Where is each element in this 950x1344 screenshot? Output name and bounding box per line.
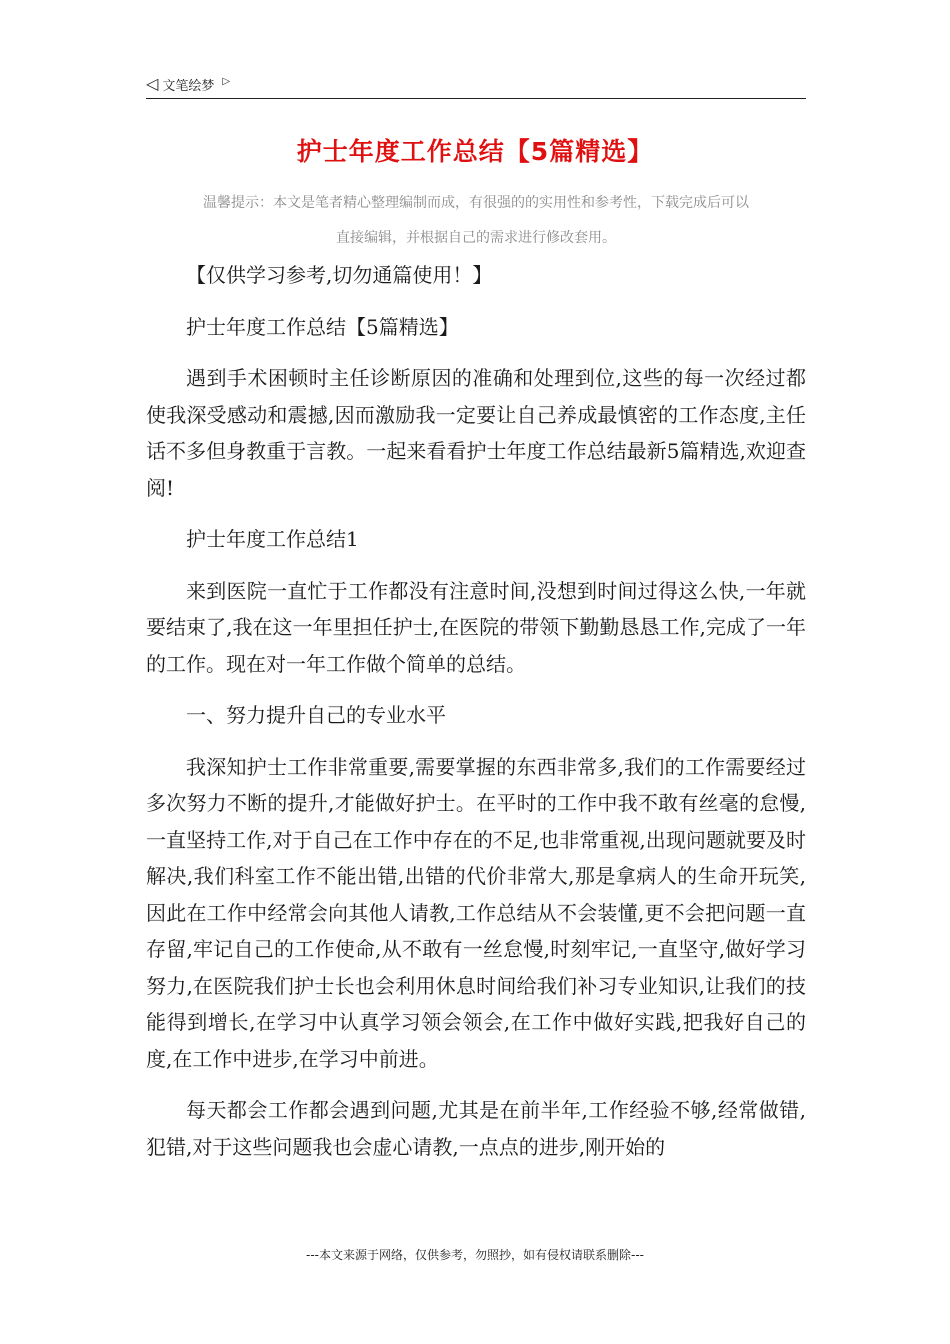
triangle-left-icon: ◁ bbox=[146, 74, 159, 93]
paragraph: 【仅供学习参考,切勿通篇使用！】 bbox=[186, 263, 493, 287]
paragraph: 我深知护士工作非常重要,需要掌握的东西非常多,我们的工作需要经过多次努力不断的提升,才能做好护士。在平时的工作中我不敢有丝毫的怠慢,一直坚持工作,对于自己在工作中存在的不足,也非常重视,出现问题就要及时解决,我们科室工作不能出错,出错的代价非常大,那是拿病人的生命开玩笑,因此在工作中经常会向其他人请教,工作总结从不会装懂,更不会把问题一直存留,牢记自己的工作使命,从不敢有一丝怠慢,时刻牢记,一直坚守,做好学习努力,在医院我们护士长也会利用休息时间给我们补习专业知识,让我们的技能得到增长,在学习中认真学习领会领会,在工作中做好实践,把我好自己的度,在工作中进步,在学习中前进。 bbox=[146, 754, 806, 1071]
paragraph: 护士年度工作总结【5篇精选】 bbox=[186, 314, 459, 339]
notice bbox=[146, 186, 806, 256]
triangle-right-icon: ▷ bbox=[222, 75, 231, 87]
brand-name: 文笔绘梦 bbox=[162, 78, 215, 94]
document-title: 护士年度工作总结【5篇精选】 bbox=[296, 137, 654, 166]
notice-line-1: 温馨提示：本文是笔者精心整理编制而成，有很强的的实用性和参考性，下载完成后可以 bbox=[203, 195, 749, 211]
footer-disclaimer: ---本文来源于网络，仅供参考，勿照抄，如有侵权请联系删除--- bbox=[306, 1248, 644, 1262]
paragraph: 每天都会工作都会遇到问题,尤其是在前半年,工作经验不够,经常做错,犯错,对于这些问题我也会虚心请教,一点点的进步,刚开始的 bbox=[146, 1098, 806, 1159]
paragraph: 护士年度工作总结1 bbox=[186, 527, 359, 551]
paragraph: 遇到手术困顿时主任诊断原因的准确和处理到位,这些的每一次经过都使我深受感动和震撼,因而激励我一定要让自己养成最慎密的工作态度,主任话不多但身教重于言教。一起来看看护士年度工作总结最新5篇精选,欢迎查阅! bbox=[146, 366, 806, 500]
brand bbox=[146, 74, 230, 94]
paragraph: 来到医院一直忙于工作都没有注意时间,没想到时间过得这么快,一年就要结束了,我在这一年里担任护士,在医院的带领下勤勤恳恳工作,完成了一年的工作。现在对一年工作做个简单的总结。 bbox=[146, 578, 806, 676]
page-header bbox=[146, 74, 806, 99]
document-body bbox=[146, 257, 806, 1180]
notice-line-2: 直接编辑，并根据自己的需求进行修改套用。 bbox=[336, 230, 616, 246]
paragraph: 一、努力提升自己的专业水平 bbox=[186, 703, 446, 727]
